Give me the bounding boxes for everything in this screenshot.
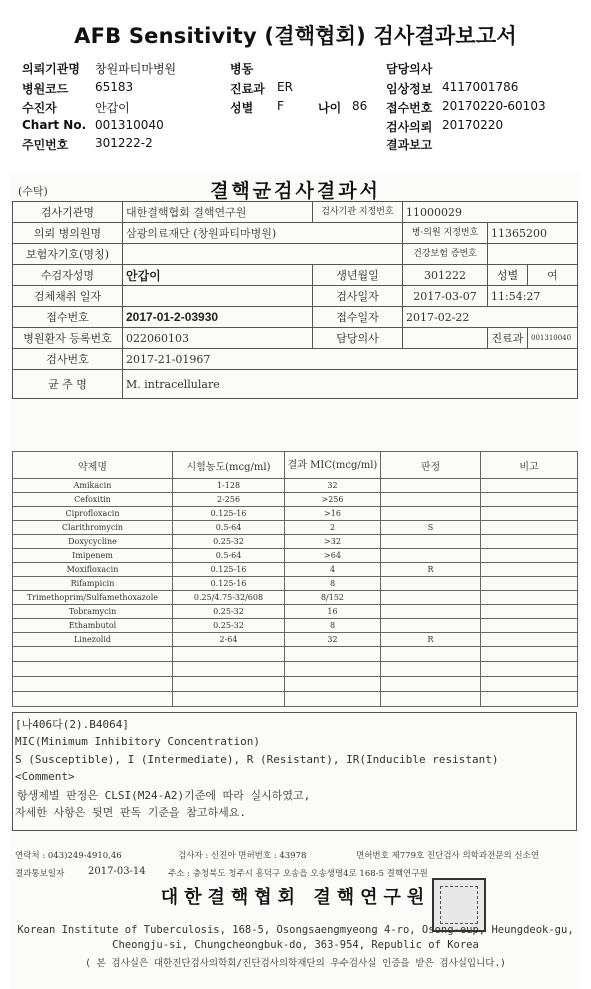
dept-value: 001310040 [528, 328, 578, 349]
table-cell: 8 [285, 577, 381, 591]
header-label-age: 나이 [318, 101, 342, 115]
header-label-accept-no: 접수번호 [386, 101, 433, 115]
table-cell [285, 692, 381, 707]
header-label-hospital-code: 병원코드 [22, 82, 69, 96]
table-cell [381, 493, 481, 507]
table-cell [285, 677, 381, 692]
table-cell: Ciprofloxacin [13, 507, 173, 521]
table-row [13, 605, 578, 619]
table-cell: Rifampicin [13, 577, 173, 591]
ins-label: 보험자기호(명칭) [13, 244, 123, 265]
header-value-dept: ER [277, 80, 293, 94]
footer-license: 면허번호 제779호 진단검사 의학과전문의 신소연 [356, 851, 540, 861]
patient-label: 수검자성명 [13, 265, 123, 286]
header-value-accept-no: 20170220-60103 [442, 99, 546, 113]
footer-report-date: 2017-03-14 [88, 866, 146, 877]
header-value-patient: 안갑이 [95, 101, 130, 115]
table-cell [381, 507, 481, 521]
memo-mic: MIC(Minimum Inhibitory Concentration) [15, 735, 261, 748]
table-cell [481, 507, 578, 521]
table-cell: 2 [285, 521, 381, 535]
footer-contact: 연락처 : 043)249-4910,46 [15, 851, 122, 861]
table-cell: >64 [285, 549, 381, 563]
table-cell: 8 [285, 619, 381, 633]
table-cell [13, 647, 173, 662]
table-cell: 1-128 [173, 479, 285, 493]
header-label-dept: 진료과 [230, 82, 265, 96]
table-cell [13, 677, 173, 692]
health-value [488, 244, 578, 265]
table-cell: 0.5-64 [173, 549, 285, 563]
patient-info-table [12, 201, 578, 399]
header-label-request-date: 검사의뢰 [386, 120, 433, 134]
accept-date-value: 2017-02-22 [403, 307, 578, 328]
header-value-hospital-code: 65183 [95, 80, 134, 94]
table-cell: 0.125-16 [173, 507, 285, 521]
column-header: 결과 MIC(mcg/ml) [285, 452, 381, 479]
table-cell [481, 619, 578, 633]
req-no-value: 11365200 [488, 223, 578, 244]
table-cell: >256 [285, 493, 381, 507]
certification-note: ( 본 검사실은 대한진단검사의학회/진단검사의학재단의 우수검사실 인증을 받은 검사실입니다.) [85, 958, 506, 969]
test-date-label: 검사일자 [313, 286, 403, 307]
table-cell [381, 692, 481, 707]
table-cell [481, 605, 578, 619]
table-cell [381, 647, 481, 662]
table-cell [381, 591, 481, 605]
table-row [13, 633, 578, 647]
header-label-patient: 수진자 [22, 101, 57, 115]
header-value-request-date: 20170220 [442, 118, 504, 132]
species-label: 균 주 명 [13, 370, 123, 399]
accept-date-label: 접수일자 [313, 307, 403, 328]
memo-comment-2: 자세한 사항은 뒷면 판독 기준을 참고하세요. [15, 806, 247, 819]
table-cell [13, 662, 173, 677]
table-row-empty [13, 647, 578, 662]
table-cell [381, 605, 481, 619]
address-en-1: Korean Institute of Tuberculosis, 168-5, Osongsaengmyeong 4-ro, Osong-eup, Heungdeok-gu, [17, 924, 574, 936]
sex-label: 성별 [488, 265, 528, 286]
hosp-reg-value: 022060103 [123, 328, 313, 349]
table-cell [381, 677, 481, 692]
table-cell [173, 677, 285, 692]
header-label-doctor: 담당의사 [386, 62, 433, 76]
table-row [13, 507, 578, 521]
table-cell: Clarithromycin [13, 521, 173, 535]
column-header: 판정 [381, 452, 481, 479]
header-label-clinical-info: 임상정보 [386, 82, 433, 96]
memo-comment-1: 항생제별 판정은 CLSI(M24-A2)기준에 따라 실시하였고, [17, 789, 311, 802]
ins-value [123, 244, 403, 265]
table-cell: Imipenem [13, 549, 173, 563]
birth-value: 301222 [403, 265, 488, 286]
table-cell: 0.25-32 [173, 605, 285, 619]
inst-label: 검사기관명 [13, 202, 123, 223]
table-cell [481, 479, 578, 493]
table-cell: Linezolid [13, 633, 173, 647]
received-mark: (수탁) [18, 185, 48, 198]
header-value-clinical-info: 4117001786 [442, 80, 519, 94]
footer-examiner: 검사자 : 신진아 면허번호 : 43978 [178, 851, 307, 861]
table-row [13, 549, 578, 563]
header-label-report: 결과보고 [386, 138, 433, 152]
accept-value: 2017-01-2-03930 [123, 307, 313, 328]
table-cell [481, 692, 578, 707]
table-cell [381, 577, 481, 591]
table-cell: 0.25-32 [173, 535, 285, 549]
table-cell: 4 [285, 563, 381, 577]
table-cell [173, 647, 285, 662]
table-cell [285, 662, 381, 677]
table-cell: >16 [285, 507, 381, 521]
table-cell [285, 647, 381, 662]
table-cell: 2-64 [173, 633, 285, 647]
address-en-2: Cheongju-si, Chungcheongbuk-do, 363-954, Republic of Korea [112, 939, 479, 951]
memo-code: [나406다(2).B4064] [15, 718, 129, 731]
table-row [13, 577, 578, 591]
table-cell: Tobramycin [13, 605, 173, 619]
table-cell: R [381, 563, 481, 577]
table-row [13, 535, 578, 549]
collect-label: 검체채취 일자 [13, 286, 123, 307]
table-cell: Ethambutol [13, 619, 173, 633]
memo-comment-label: <Comment> [15, 770, 75, 783]
table-cell: 0.125-16 [173, 577, 285, 591]
column-header: 비고 [481, 452, 578, 479]
accept-label: 접수번호 [13, 307, 123, 328]
inst-no-value: 11000029 [403, 202, 578, 223]
table-cell: Moxifloxacin [13, 563, 173, 577]
footer-report-date-label: 결과통보일자 [15, 869, 65, 879]
table-row [13, 619, 578, 633]
table-cell: 0.25-32 [173, 619, 285, 633]
table-row [13, 479, 578, 493]
table-cell: 32 [285, 633, 381, 647]
footer-address-kr: 주소 : 충청북도 청주시 흥덕구 오송읍 오송생명4로 168-5 결핵연구원 [168, 869, 428, 879]
table-cell: 32 [285, 479, 381, 493]
table-cell [481, 591, 578, 605]
req-value: 삼광의료재단 (창원파티마병원) [123, 223, 403, 244]
collect-value [123, 286, 313, 307]
test-time-value: 11:54:27 [488, 286, 578, 307]
table-cell [481, 493, 578, 507]
table-row-empty [13, 692, 578, 707]
table-row-empty [13, 677, 578, 692]
header-value-age: 86 [352, 99, 368, 113]
report-title: AFB Sensitivity (결핵협회) 검사결과보고서 [74, 24, 517, 48]
test-no-label: 검사번호 [13, 349, 123, 370]
table-cell [481, 647, 578, 662]
patient-value: 안갑이 [123, 265, 313, 286]
table-row [13, 591, 578, 605]
inst-value: 대한결핵협회 결핵연구원 [123, 202, 313, 223]
table-cell [173, 662, 285, 677]
header-value-resident-no: 301222-2 [95, 136, 153, 150]
table-cell: Cefoxitin [13, 493, 173, 507]
species-value: M. intracellulare [123, 370, 578, 399]
table-row [13, 521, 578, 535]
table-cell [481, 521, 578, 535]
header-label-sex: 성별 [230, 101, 254, 115]
table-cell: >32 [285, 535, 381, 549]
table-cell [481, 549, 578, 563]
doctor-value [403, 328, 488, 349]
header-label-institution: 의뢰기관명 [22, 62, 80, 76]
table-cell: 0.125-16 [173, 563, 285, 577]
column-header: 시험농도(mcg/ml) [173, 452, 285, 479]
table-cell: Doxycycline [13, 535, 173, 549]
test-date-value: 2017-03-07 [403, 286, 488, 307]
table-cell [173, 692, 285, 707]
table-cell: 0.5-64 [173, 521, 285, 535]
hosp-reg-label: 병원환자 등록번호 [13, 328, 123, 349]
table-cell [381, 619, 481, 633]
table-cell: Trimethoprim/Sulfamethoxazole [13, 591, 173, 605]
req-label: 의뢰 병의원명 [13, 223, 123, 244]
memo-legend: S (Susceptible), I (Intermediate), R (Resistant), IR(Inducible resistant) [15, 753, 499, 766]
table-row-empty [13, 662, 578, 677]
table-cell [481, 677, 578, 692]
header-value-sex: F [277, 99, 284, 113]
sex-value: 여 [528, 265, 578, 286]
header-value-chart-no: 001310040 [95, 118, 164, 132]
table-cell: Amikacin [13, 479, 173, 493]
table-cell: R [381, 633, 481, 647]
req-no-label: 병·의원 지정번호 [403, 223, 488, 244]
table-cell [481, 563, 578, 577]
table-cell [381, 535, 481, 549]
form-title: 결핵균검사결과서 [210, 180, 381, 202]
birth-label: 생년월일 [313, 265, 403, 286]
memo-box [12, 712, 577, 831]
susceptibility-table [12, 451, 578, 707]
header-label-chart-no: Chart No. [22, 118, 87, 132]
table-cell [481, 662, 578, 677]
header-label-ward: 병동 [230, 62, 254, 76]
header-label-resident-no: 주민번호 [22, 138, 69, 152]
header-value-institution: 창원파티마병원 [95, 62, 177, 76]
table-cell: 2-256 [173, 493, 285, 507]
table-cell [481, 577, 578, 591]
table-cell [481, 535, 578, 549]
table-cell: 0.25/4.75-32/608 [173, 591, 285, 605]
table-cell: 16 [285, 605, 381, 619]
column-header: 약제명 [13, 452, 173, 479]
table-row [13, 563, 578, 577]
table-cell: 8/152 [285, 591, 381, 605]
table-cell [481, 633, 578, 647]
table-cell: S [381, 521, 481, 535]
table-header-row [13, 452, 578, 479]
organization-name: 대한결핵협회 결핵연구원 [160, 887, 431, 908]
table-row [13, 493, 578, 507]
table-cell [381, 549, 481, 563]
table-cell [381, 479, 481, 493]
health-label: 건강보험 증번호 [403, 244, 488, 265]
table-cell [381, 662, 481, 677]
inst-no-label: 검사기관 지정번호 [313, 202, 403, 223]
table-cell [13, 692, 173, 707]
dept-label: 진료과 [488, 328, 528, 349]
test-no-value: 2017-21-01967 [123, 349, 578, 370]
doctor-label: 담당의사 [313, 328, 403, 349]
